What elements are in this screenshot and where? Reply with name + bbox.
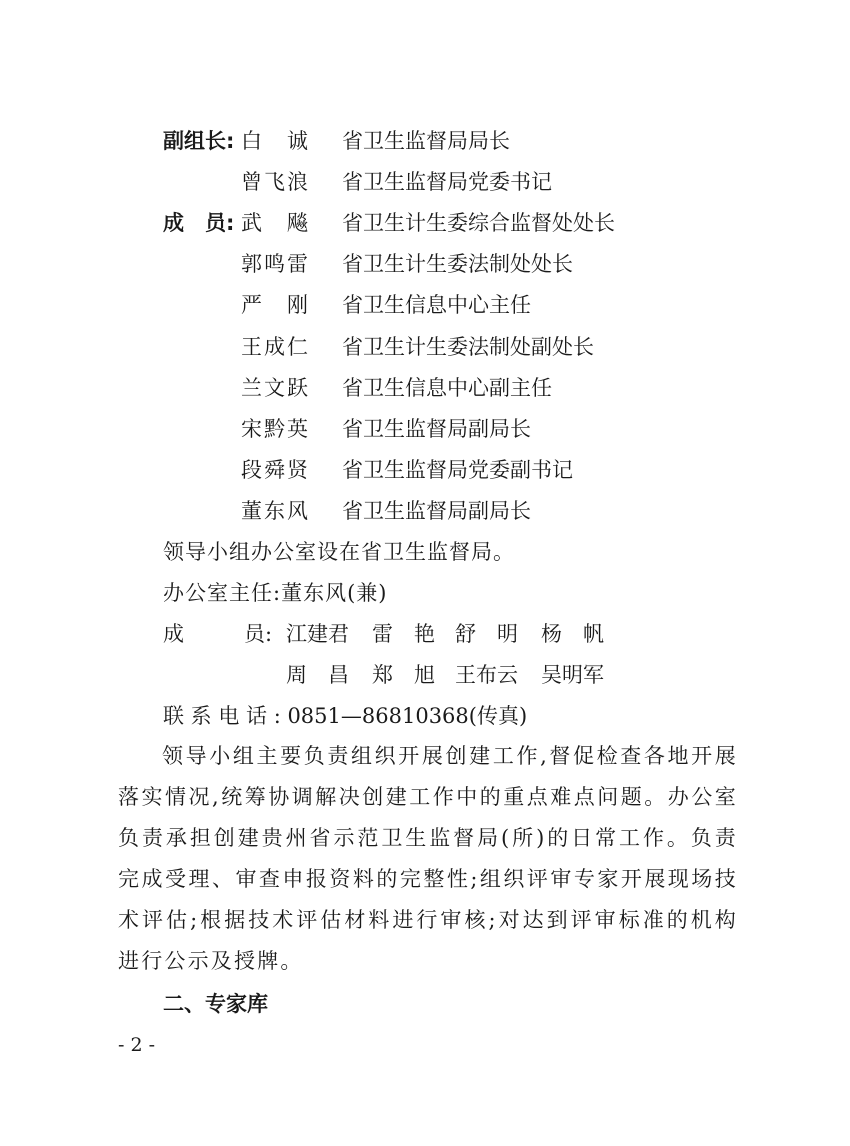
office-members-label-1: 成 [163,622,184,646]
member-title: 省卫生计生委综合监督处处长 [342,211,615,235]
office-phone: 联 系 电 话 : 0851—86810368(传真) [163,704,528,728]
office-location: 领导小组办公室设在省卫生监督局。 [163,540,515,564]
deputy-name: 曾飞浪 [241,170,310,194]
section-heading: 二、专家库 [163,992,268,1016]
body-paragraph: 领导小组主要负责组织开展创建工作,督促检查各地开展落实情况,统筹协调解决创建工作中的重点难点问题。办公室负责承担创建贵州省示范卫生监督局(所)的日常工作。负责完成受理、审查申报资料的完整性;组织评审专家开展现场技术评估;根据技术评估材料进行审核;对达到评审标准的机构进行公示及授牌。 [118,744,738,973]
deputy-title: 省卫生监督局局长 [342,129,510,153]
member-name: 郭鸣雷 [241,252,310,276]
member-title: 省卫生监督局副局长 [342,417,531,441]
deputy-name: 白 诚 [241,129,310,153]
office-member: 郑 旭 [372,663,435,687]
member-title: 省卫生监督局党委副书记 [342,458,573,482]
member-name: 董东风 [241,499,310,523]
member-label: 成 员: [163,211,235,235]
office-member: 周 昌 [286,663,349,687]
member-name: 严 刚 [241,293,310,317]
office-member: 江建君 [286,622,349,646]
office-member: 王布云 [455,663,518,687]
member-name: 段舜贤 [241,458,310,482]
office-member: 雷 艳 [372,622,435,646]
deputy-title: 省卫生监督局党委书记 [342,170,552,194]
office-member: 杨 帆 [541,622,604,646]
office-director: 办公室主任:董东风(兼) [163,581,388,605]
member-title: 省卫生计生委法制处副处长 [342,335,594,359]
member-name: 王成仁 [241,335,310,359]
member-title: 省卫生监督局副局长 [342,499,531,523]
member-title: 省卫生计生委法制处处长 [342,252,573,276]
office-member: 舒 明 [455,622,518,646]
member-title: 省卫生信息中心主任 [342,293,531,317]
deputy-label: 副组长: [163,129,235,153]
office-member: 吴明军 [541,663,604,687]
member-title: 省卫生信息中心副主任 [342,376,552,400]
member-name: 宋黔英 [241,417,310,441]
member-name: 兰文跃 [241,376,310,400]
member-name: 武 飚 [241,211,310,235]
office-members-label-2: 员: [244,622,273,646]
page-number: - 2 - [118,1034,156,1056]
